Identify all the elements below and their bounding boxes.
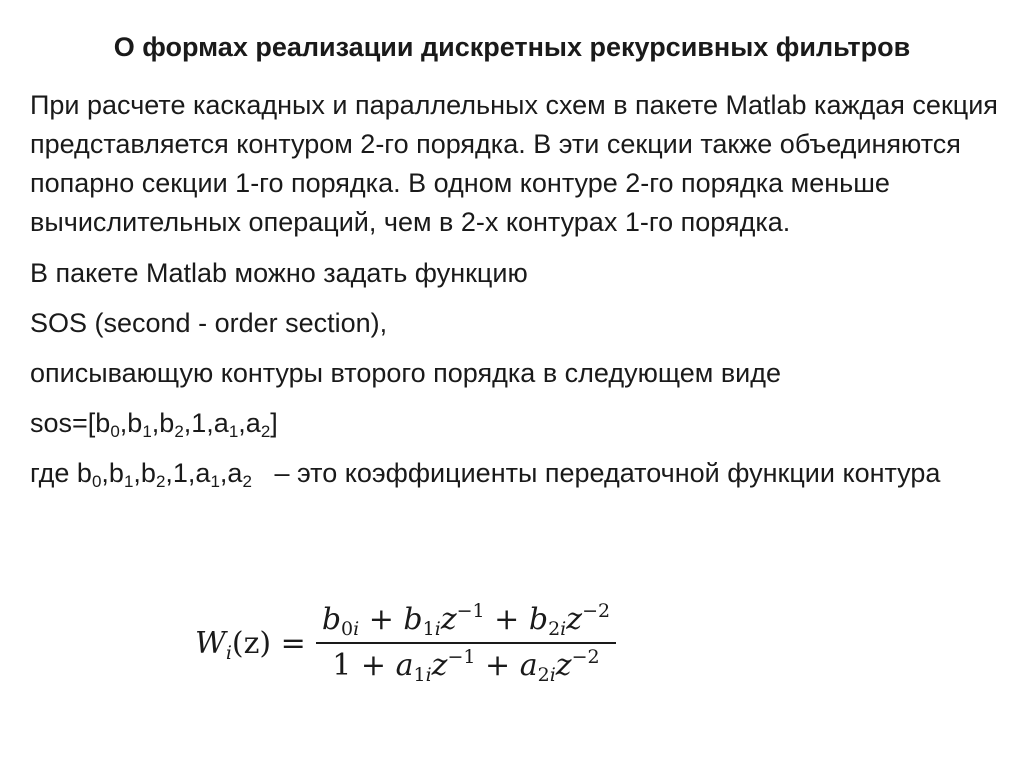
slide-title: О формах реализации дискретных рекурсивных фильтров [113,32,911,62]
fraction-bar [316,642,616,644]
formula-denominator: $1 + a_{1i}z^{-1} + a_{2i}z^{-2}$ [332,646,600,686]
slide-body [30,86,1000,505]
paragraph-description: описывающую контуры второго порядка в следующем виде [30,358,782,388]
paragraph-sos: SOS (second - order section), [30,308,388,338]
transfer-function-formula [195,588,616,698]
paragraph-sos-vector: $sos=[b_0,b_1,b_2,1,a_1,a_2]$ [30,408,278,441]
paragraph-matlab-function: В пакете Matlab можно задать функцию [30,258,528,288]
coefficients-suffix: – это коэффициенты передаточной функции контура [274,458,941,488]
formula-numerator: $b_{0i} + b_{1i}z^{-1} + b_{2i}z^{-2}$ [321,600,611,640]
paragraph-intro: При расчете каскадных и параллельных схем в пакете Matlab каждая секция представляется контуром 2-го порядка. В эти секции также объединяются попарно секции 1-го порядка. В одном контуре 2-го порядка меньше вычислительных операций, чем в 2-х контурах 1-го порядка. [30,90,998,237]
paragraph-coefficients: где $b_0,b_1,b_2,1,a_1,a_2$ – это коэффициенты передаточной функции контура [30,458,941,491]
formula-lhs: $W_i(z)$ = [195,625,306,664]
formula-fraction [316,600,616,686]
coefficients-prefix: где b [30,458,92,488]
sos-vector-prefix: sos=[b [30,408,111,438]
